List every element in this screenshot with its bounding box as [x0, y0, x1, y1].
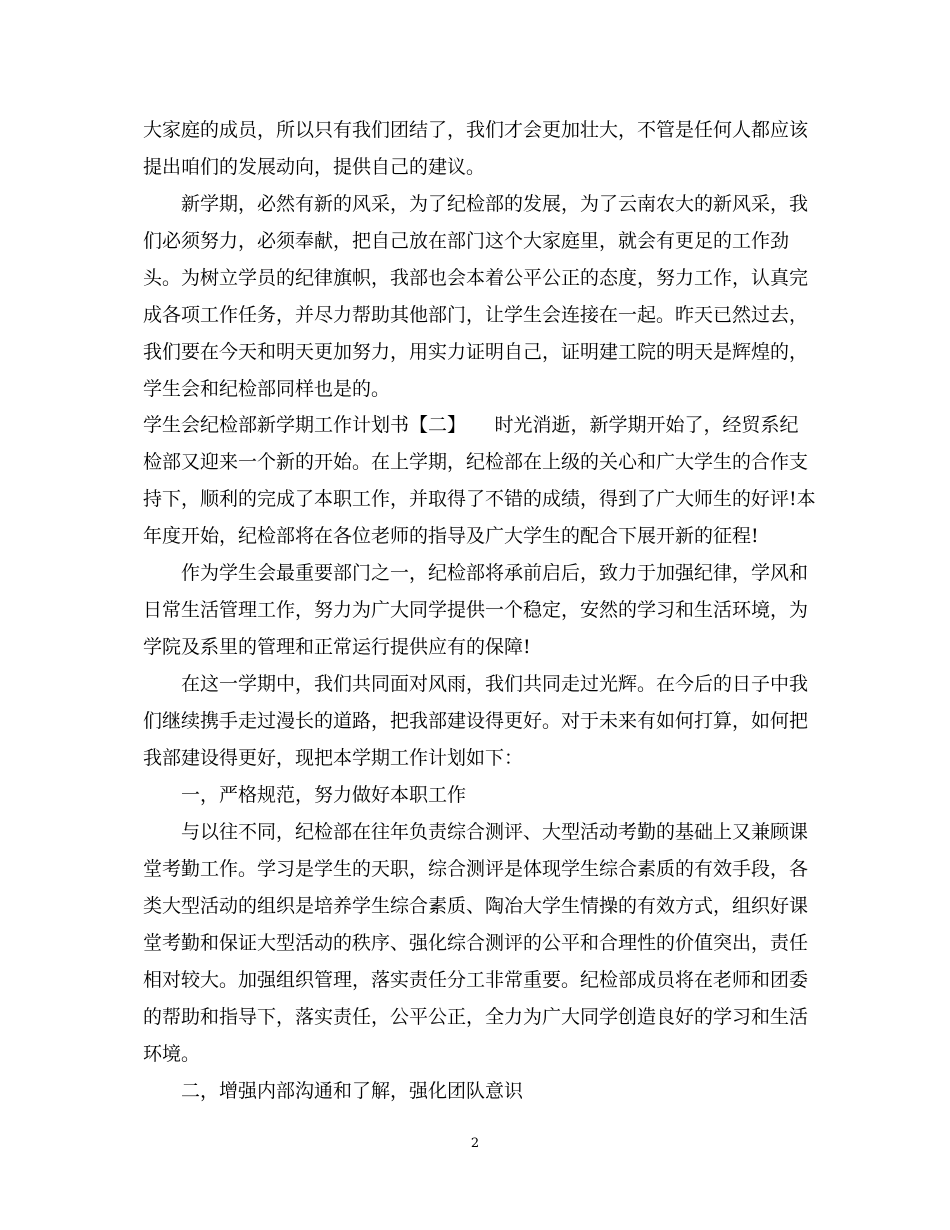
paragraph-start-line: 作为学生会最重要部门之一，纪检部将承前启后，致力于加强纪律，学风和 [181, 562, 809, 584]
paragraph-start-line: 新学期，必然有新的风采，为了纪检部的发展，为了云南农大的新风采，我 [181, 193, 809, 215]
text-line: 持下，顺利的完成了本职工作，并取得了不错的成绩，得到了广大师生的好评!本 [143, 488, 816, 510]
text-line: 学生会和纪检部同样也是的。 [143, 378, 391, 400]
text-line: 相对较大。加强组织管理，落实责任分工非常重要。纪检部成员将在老师和团委 [143, 969, 809, 991]
text-line: 提出咱们的发展动向，提供自己的建议。 [143, 156, 486, 178]
text-line: 的帮助和指导下，落实责任，公平公正，全力为广大同学创造良好的学习和生活 [143, 1006, 809, 1028]
text-line: 类大型活动的组织是培养学生综合素质、陶冶大学生情操的有效方式，组织好课 [143, 895, 809, 917]
text-line: 们必须努力，必须奉献，把自己放在部门这个大家庭里，就会有更足的工作劲 [143, 230, 790, 252]
paragraph-start-line: 在这一学期中，我们共同面对风雨，我们共同走过光辉。在今后的日子中我 [181, 673, 809, 695]
list-heading-line: 一，严格规范，努力做好本职工作 [181, 784, 467, 806]
text-line: 头。为树立学员的纪律旗帜，我部也会本着公平公正的态度，努力工作，认真完 [143, 267, 809, 289]
text-line: 大家庭的成员，所以只有我们团结了，我们才会更加壮大，不管是任何人都应该 [143, 119, 809, 141]
text-line: 成各项工作任务，并尽力帮助其他部门，让学生会连接在一起。昨天已然过去， [143, 304, 809, 326]
text-line: 们继续携手走过漫长的道路，把我部建设得更好。对于未来有如何打算，如何把 [143, 710, 809, 732]
text-line: 日常生活管理工作，努力为广大同学提供一个稳定，安然的学习和生活环境，为 [143, 599, 809, 621]
list-heading-line: 二，增强内部沟通和了解，强化团队意识 [181, 1080, 524, 1102]
section-heading-line: 学生会纪检部新学期工作计划书【二】 时光消逝，新学期开始了，经贸系纪 [143, 414, 799, 436]
text-line: 学院及系里的管理和正常运行提供应有的保障! [143, 636, 531, 658]
text-line: 环境。 [143, 1043, 201, 1065]
page-number: 2 [470, 1136, 480, 1151]
text-line: 堂考勤和保证大型活动的秩序、强化综合测评的公平和合理性的价值突出，责任 [143, 932, 809, 954]
text-line: 我们要在今天和明天更加努力，用实力证明自己，证明建工院的明天是辉煌的， [143, 341, 809, 363]
text-line: 年度开始，纪检部将在各位老师的指导及广大学生的配合下展开新的征程! [143, 525, 759, 547]
paragraph-start-line: 与以往不同，纪检部在往年负责综合测评、大型活动考勤的基础上又兼顾课 [181, 821, 809, 843]
text-line: 堂考勤工作。学习是学生的天职，综合测评是体现学生综合素质的有效手段，各 [143, 858, 809, 880]
text-line: 我部建设得更好，现把本学期工作计划如下： [143, 747, 524, 769]
text-line: 检部又迎来一个新的开始。在上学期，纪检部在上级的关心和广大学生的合作支 [143, 451, 809, 473]
